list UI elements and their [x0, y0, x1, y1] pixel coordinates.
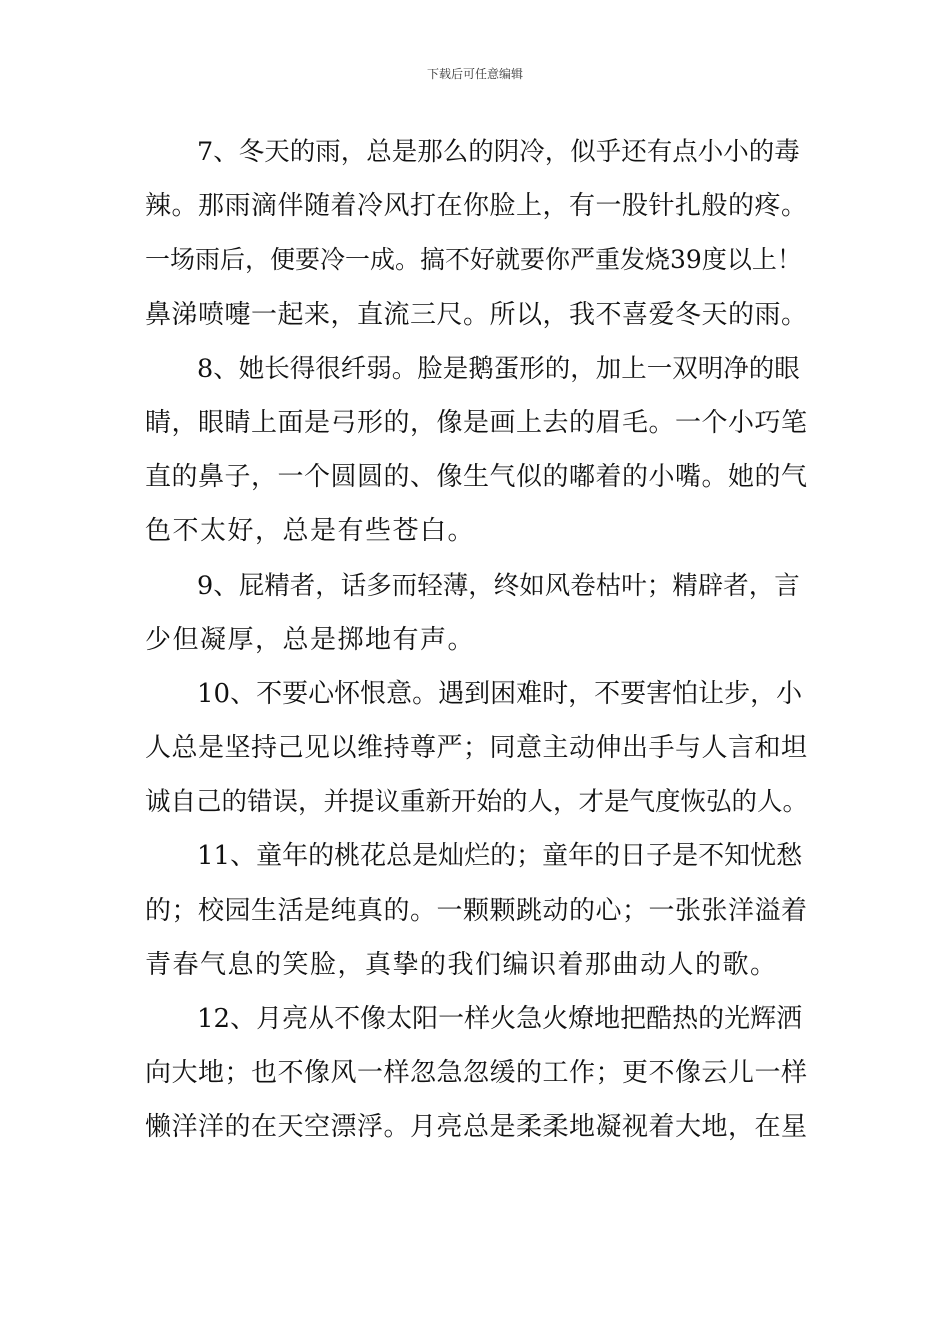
page-header: 下载后可任意编辑 — [426, 67, 523, 81]
paragraph-12 — [145, 992, 807, 1155]
document-body — [145, 125, 807, 1155]
paragraph-8 — [145, 342, 807, 559]
paragraph-11 — [145, 829, 807, 992]
paragraph-9 — [145, 559, 807, 667]
text-line: 青春气息的笑脸，真挚的我们编识着那曲动人的歌。 — [145, 949, 778, 980]
text-line: 向大地；也不像风一样忽急忽缓的工作；更不像云儿一样 — [145, 1058, 808, 1089]
text-line: 一场雨后，便要冷一成。搞不好就要你严重发烧39度以上！ — [145, 245, 802, 275]
text-line: 10、不要心怀恨意。遇到困难时，不要害怕让步，小 — [197, 678, 803, 709]
text-line: 11、童年的桃花总是灿烂的；童年的日子是不知忧愁 — [197, 841, 803, 872]
text-line: 睛，眼睛上面是弓形的，像是画上去的眉毛。一个小巧笔 — [145, 407, 808, 438]
text-line: 9、屁精者，话多而轻薄，终如风卷枯叶；精辟者，言 — [197, 570, 800, 601]
text-line: 诚自己的错误，并提议重新开始的人，才是气度恢弘的人。 — [145, 787, 809, 818]
text-line: 7、冬天的雨，总是那么的阴冷，似乎还有点小小的毒 — [197, 137, 800, 167]
text-line: 12、月亮从不像太阳一样火急火燎地把酷热的光辉洒 — [197, 1004, 803, 1034]
text-line: 少但凝厚，总是掷地有声。 — [145, 624, 476, 655]
text-line: 8、她长得很纤弱。脸是鹅蛋形的，加上一双明净的眼 — [197, 353, 800, 384]
paragraph-7 — [145, 125, 807, 342]
paragraph-10 — [145, 667, 807, 830]
text-line: 辣。那雨滴伴随着冷风打在你脸上，有一股针扎般的疼。 — [145, 191, 808, 222]
text-line: 色不太好，总是有些苍白。 — [145, 516, 476, 547]
text-line: 直的鼻子，一个圆圆的、像生气似的嘟着的小嘴。她的气 — [145, 462, 808, 493]
text-line: 鼻涕喷嚏一起来，直流三尺。所以，我不喜爱冬天的雨。 — [145, 299, 808, 330]
text-line: 懒洋洋的在天空漂浮。月亮总是柔柔地凝视着大地，在星 — [145, 1112, 808, 1143]
text-line: 人总是坚持己见以维持尊严；同意主动伸出手与人言和坦 — [145, 733, 808, 764]
text-line: 的；校园生活是纯真的。一颗颗跳动的心；一张张洋溢着 — [145, 895, 808, 926]
